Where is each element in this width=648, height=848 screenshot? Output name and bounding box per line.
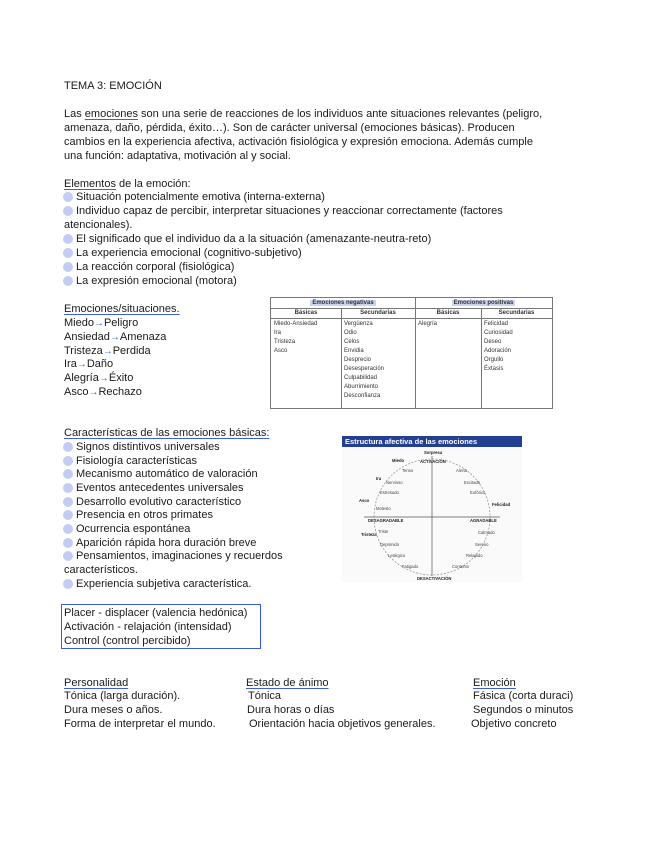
bullet-icon [63,524,73,534]
table-col-pos-secondary [484,320,513,374]
comparison-cell: Tónica [248,690,282,702]
bullet-icon [63,262,73,272]
bullet-icon [63,442,73,452]
emotion-name: Ansiedad [64,331,110,343]
affect-label: Estresado [380,490,399,495]
element-item: El significado que el individuo da a la situación (amenazante-neutra-reto) [76,233,432,245]
intro-line-1 [64,108,542,121]
intro-line-1-rest: son una serie de reacciones de los individuos ante situaciones relevantes (peligro, [138,108,543,120]
emotion-pair [64,317,138,330]
situation-name: Éxito [108,372,134,384]
intro-line-3: cambios en la experiencia afectiva, activación fisiológica y expresión emociona. Además cumple [64,136,533,148]
characteristic-item: Eventos antecedentes universales [76,482,244,494]
circumplex-diagram [342,436,522,582]
bullet-icon [63,206,73,216]
characteristic-item: Signos distintivos universales [76,441,220,453]
arrow-right-icon: → [102,346,113,357]
characteristics-heading-prefix: Características de las [64,427,173,439]
characteristics-heading [64,427,269,440]
bullet-icon [63,483,73,493]
arrow-right-icon: → [76,359,87,370]
emotions-situations-heading: Emociones/situaciones. [64,303,180,315]
table-cell: Desprecio [344,357,372,363]
axis-label-unpleasant: DESAGRADABLE [368,518,404,523]
affect-label: Tenso [402,468,414,473]
intro-prefix: Las [64,108,85,120]
table-cell: Aburrimiento [344,384,379,390]
affect-label: Eufórico [470,490,486,495]
comparison-cell: Forma de interpretar el mundo. [64,718,216,730]
characteristic-item: Presencia en otros primates [76,509,213,521]
table-cell: Éxtasis [484,366,504,372]
arrow-right-icon: → [98,373,109,384]
affect-label: Nervioso [386,480,403,485]
table-group-label: Emociones negativas [312,300,374,306]
intro-term: emociones [84,108,138,120]
table-cell: Desconfianza [344,393,381,399]
affect-label: Molesto [376,506,391,511]
characteristic-item: Ocurrencia espontánea [76,523,191,535]
table-divider [481,308,482,408]
bullet-icon [63,276,73,286]
affect-label: Calmado [478,530,495,535]
bullet-icon [63,456,73,466]
table-cell: Orgullo [484,357,504,363]
elements-heading-rest: de la emoción: [115,178,191,190]
situation-name: Perdida [112,345,151,357]
elements-heading-term: Elementos [64,178,116,190]
table-cell: Curiosidad [484,330,513,336]
intro-line-2: amenaza, daño, pérdida, éxito…). Son de carácter universal (emociones básicas). Producen [64,122,515,134]
table-cell: Adoración [484,348,512,354]
table-col-pos-basic [418,320,437,329]
comparison-cell: Tónica (larga duración). [64,690,181,702]
emotion-classification-table [270,297,553,409]
arrow-right-icon: → [109,332,120,343]
element-item: Individuo capaz de percibir, interpretar situaciones y reaccionar correctamente (factores [76,205,503,217]
situation-name: Peligro [103,317,139,329]
table-subheader: Básicas [436,310,460,316]
bullet-icon [63,551,73,561]
table-cell: Felicidad [484,321,509,327]
situation-name: Amenaza [119,331,167,343]
axis-label-activation: ACTIVACIÓN [420,459,446,464]
characteristic-item: Mecanismo automático de valoración [76,468,258,480]
elements-heading [64,178,191,191]
emotion-label-happiness: Felicidad [492,502,511,507]
characteristic-item: Pensamientos, imaginaciones y recuerdos [76,550,283,562]
table-divider [341,308,342,408]
emotion-name: Tristeza [64,345,103,357]
table-cell: Vergüenza [344,321,373,327]
bullet-icon [63,538,73,548]
bullet-icon [63,248,73,258]
emotion-label-anger: Ira [376,476,382,481]
dimension-item: Activación - relajación (intensidad) [64,621,232,633]
comparison-cell: Orientación hacia objetivos generales. [249,718,436,730]
situation-name: Rechazo [98,386,142,398]
affect-label: Relajado [466,553,483,558]
element-item: Situación potencialmente emotiva (interna-externa) [76,191,325,203]
table-cell: Asco [274,348,288,354]
emotion-label-fear: Miedo [392,458,405,463]
bullet-icon [63,192,73,202]
table-group-negative [271,299,415,308]
table-divider [415,298,416,408]
emotion-pair [64,331,166,344]
affect-label: Letárgico [388,553,406,558]
emotion-name: Asco [64,386,89,398]
comparison-heading-mood: Estado de ánimo [246,677,329,689]
table-cell: Desesperación [344,366,385,372]
table-subheader: Básicas [294,310,318,316]
table-cell: Odio [344,330,357,336]
affective-structure-figure [342,436,522,582]
table-cell: Celos [344,339,360,345]
situation-name: Daño [86,358,114,370]
bullet-icon [63,579,73,589]
characteristic-item-continuation: característicos. [64,564,138,576]
table-group-positive [415,299,552,308]
table-cell: Envidia [344,348,364,354]
element-item: La experiencia emocional (cognitivo-subjetivo) [76,247,302,259]
characteristic-item: Fisiología características [76,455,198,467]
affect-label: Contento [452,564,469,569]
table-cell: Tristeza [274,339,296,345]
comparison-heading-emotion: Emoción [473,677,516,689]
emotion-pair [64,372,133,385]
axis-label-deactivation: DESACTIVACIÓN [417,576,452,581]
comparison-heading-personality: Personalidad [64,677,129,689]
emotion-label-sadness: Tristeza [361,532,377,537]
table-cell: Culpabilidad [344,375,378,381]
table-cell: Ira [274,330,282,336]
affect-label: Fatigado [402,564,419,569]
affect-label: Triste [378,529,389,534]
emotion-name: Alegría [64,372,99,384]
dimension-item: Control (control percibido) [64,635,191,647]
intro-line-4: una función: adaptativa, motivación al y social. [64,150,291,162]
table-col-neg-secondary [344,320,384,401]
characteristic-item: Aparición rápida hora duración breve [76,537,257,549]
table-subheader: Secundarias [360,310,396,316]
characteristics-heading-term: emociones básicas [172,427,267,439]
element-item: La expresión emocional (motora) [76,275,237,287]
table-group-label: Emociones positivas [453,300,514,306]
comparison-cell: Fásica (corta duraci) [473,690,574,702]
element-item-continuation: atencionales). [64,219,133,231]
page-title: TEMA 3: EMOCIÓN [64,80,162,92]
emotion-pair [64,386,142,399]
element-item: La reacción corporal (fisiológica) [76,261,235,273]
figure-title: Estructura afectiva de las emociones [342,436,522,447]
axis-label-pleasant: AGRADABLE [470,518,497,523]
table-divider [271,318,552,319]
table-subheader: Secundarias [498,310,535,316]
emotion-label-disgust: Asco [359,498,370,503]
affect-label: Sereno [475,542,489,547]
table-cell: Alegría [418,321,438,327]
comparison-cell: Objetivo concreto [471,718,557,730]
affect-label: Alerta [456,468,467,473]
characteristic-item: Experiencia subjetiva característica. [76,578,252,590]
comparison-cell: Dura horas o días [247,704,335,716]
arrow-right-icon: → [88,387,99,398]
characteristics-heading-suffix: : [266,427,270,439]
arrow-right-icon: → [93,318,104,329]
table-col-neg-basic [274,320,317,356]
bullet-icon [63,497,73,507]
emotion-pair [64,358,113,371]
table-cell: Miedo-Ansiedad [274,321,318,327]
characteristic-item: Desarrollo evolutivo característico [76,496,242,508]
affect-label: Excitado [464,480,481,485]
dimension-item: Placer - displacer (valencia hedónica) [64,607,248,619]
bullet-icon [63,510,73,520]
comparison-cell: Segundos o minutos [473,704,574,716]
emotion-name: Miedo [64,317,94,329]
bullet-icon [63,234,73,244]
table-cell: Deseo [484,339,502,345]
bullet-icon [63,469,73,479]
emotion-name: Ira [64,358,77,370]
comparison-cell: Dura meses o años. [64,704,163,716]
affect-label: Deprimido [380,542,400,547]
emotion-label-surprise: Sorpresa [424,450,443,455]
emotion-pair [64,345,151,358]
